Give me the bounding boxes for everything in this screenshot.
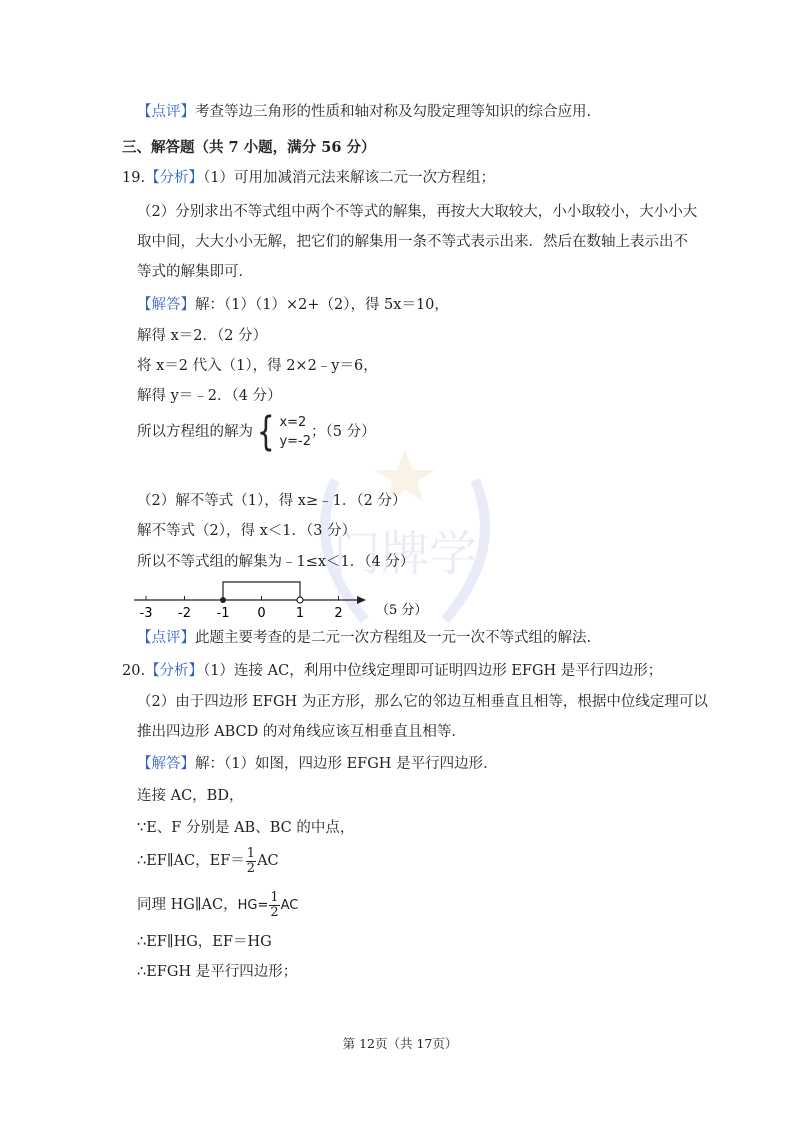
review-tag: 【点评】 <box>137 104 195 120</box>
q20-step-6: ∴EFGH 是平行四边形； <box>137 964 298 980</box>
step-text: ∴EF∥AC，EF＝ <box>137 853 245 869</box>
review-text: 考查等边三角形的性质和轴对称及勾股定理等知识的综合应用. <box>195 104 592 120</box>
open-endpoint <box>297 597 303 603</box>
analysis-tag: 【分析】 <box>145 663 204 679</box>
number-line-tick-label: -3 <box>139 606 153 621</box>
q20-analysis-3: 推出四边形 ABCD 的对角线应该互相垂直且相等． <box>137 724 466 740</box>
svg-text:门牌学: 门牌学 <box>332 526 478 582</box>
step-tail: AC <box>257 853 279 869</box>
numline-score: （5 分） <box>376 603 428 618</box>
q19-analysis-3: 取中间，大大小小无解，把它们的解集用一条不等式表示出来．然后在数轴上表示出不 <box>137 234 688 250</box>
q20-step-1: 连接 AC，BD， <box>137 788 244 804</box>
fraction-half <box>246 847 256 876</box>
q19-step-2: 将 x＝2 代入（1），得 2×2﹣y＝6， <box>137 358 378 374</box>
review-text: 此题主要考查的是二元一次方程组及一元一次不等式组的解法. <box>195 630 592 646</box>
q19-analysis-2: （2）分别求出不等式组中两个不等式的解集，再按大大取较大，小小取较小，大小小大 <box>137 204 698 220</box>
q20-analysis-line <box>122 661 662 681</box>
solution-text: 解：（1）（1）×2+（2），得 5x＝10， <box>195 297 449 313</box>
section-heading: 三、解答题（共 7 小题，满分 56 分） <box>122 139 376 156</box>
review-line-1 <box>137 102 591 122</box>
q20-solution-line <box>137 754 498 774</box>
number-line-tick-label: 2 <box>334 606 343 621</box>
fraction-num: 1 <box>270 889 279 905</box>
q20-step-4 <box>137 890 298 921</box>
q20-analysis-2: （2）由于四边形 EFGH 为正方形，那么它的邻边互相垂直且相等，根据中位线定理可以 <box>137 694 708 710</box>
q19-step-1: 解得 x＝2．（2 分） <box>137 328 268 344</box>
equation-system <box>253 409 312 455</box>
analysis-text: （1）可用加减消元法来解该二元一次方程组； <box>203 170 496 186</box>
system-tail: ；（5 分） <box>311 424 376 440</box>
step-text: 同理 HG∥AC， <box>137 897 238 913</box>
number-line-tick-label: 0 <box>257 606 266 621</box>
q20-number: 20. <box>122 663 146 679</box>
fraction-den: 2 <box>246 860 256 876</box>
analysis-tag: 【分析】 <box>145 170 204 186</box>
q19-ineq-3: 所以不等式组的解集为﹣1≤x＜1．（4 分） <box>137 554 415 570</box>
analysis-text: （1）连接 AC，利用中位线定理即可证明四边形 EFGH 是平行四边形； <box>203 663 663 679</box>
fraction-num: 1 <box>246 845 256 861</box>
q19-number: 19. <box>122 170 146 186</box>
q19-system-solution <box>137 409 376 455</box>
q20-step-5: ∴EF∥HG，EF＝HG <box>137 934 272 950</box>
q19-analysis-line <box>122 168 495 188</box>
system-eq-1: x=2 <box>279 415 307 430</box>
solution-tag: 【解答】 <box>137 297 195 313</box>
q19-ineq-1: （2）解不等式（1），得 x≥﹣1．（2 分） <box>137 493 407 509</box>
step-tail: AC <box>280 898 299 913</box>
number-line-tick-label: -1 <box>216 606 230 621</box>
solution-text: 解：（1）如图，四边形 EFGH 是平行四边形． <box>195 756 498 772</box>
q19-ineq-2: 解不等式（2），得 x＜1．（3 分） <box>137 523 357 539</box>
solution-tag: 【解答】 <box>137 756 195 772</box>
q19-analysis-4: 等式的解集即可． <box>137 264 253 280</box>
system-label: 所以方程组的解为 <box>137 424 253 440</box>
fraction-den: 2 <box>270 904 279 920</box>
fraction-half <box>269 891 279 920</box>
system-eq-2: y=-2 <box>279 434 312 449</box>
review-tag: 【点评】 <box>137 630 195 646</box>
q19-step-3: 解得 y＝﹣2．（4 分） <box>137 388 282 404</box>
step-pre: HG= <box>237 898 269 913</box>
page-footer: 第 12页（共 17页） <box>342 1036 458 1051</box>
q19-review-line <box>137 628 591 648</box>
number-line-tick-label: 1 <box>295 606 305 621</box>
q20-step-2: ∵E、F 分别是 AB、BC 的中点， <box>137 820 355 836</box>
number-line <box>130 576 428 622</box>
brace-icon: { <box>256 409 275 455</box>
number-line-tick-label: -2 <box>178 606 191 621</box>
q20-step-3 <box>137 846 279 876</box>
q19-solution-line <box>137 295 449 315</box>
closed-endpoint <box>220 597 226 603</box>
